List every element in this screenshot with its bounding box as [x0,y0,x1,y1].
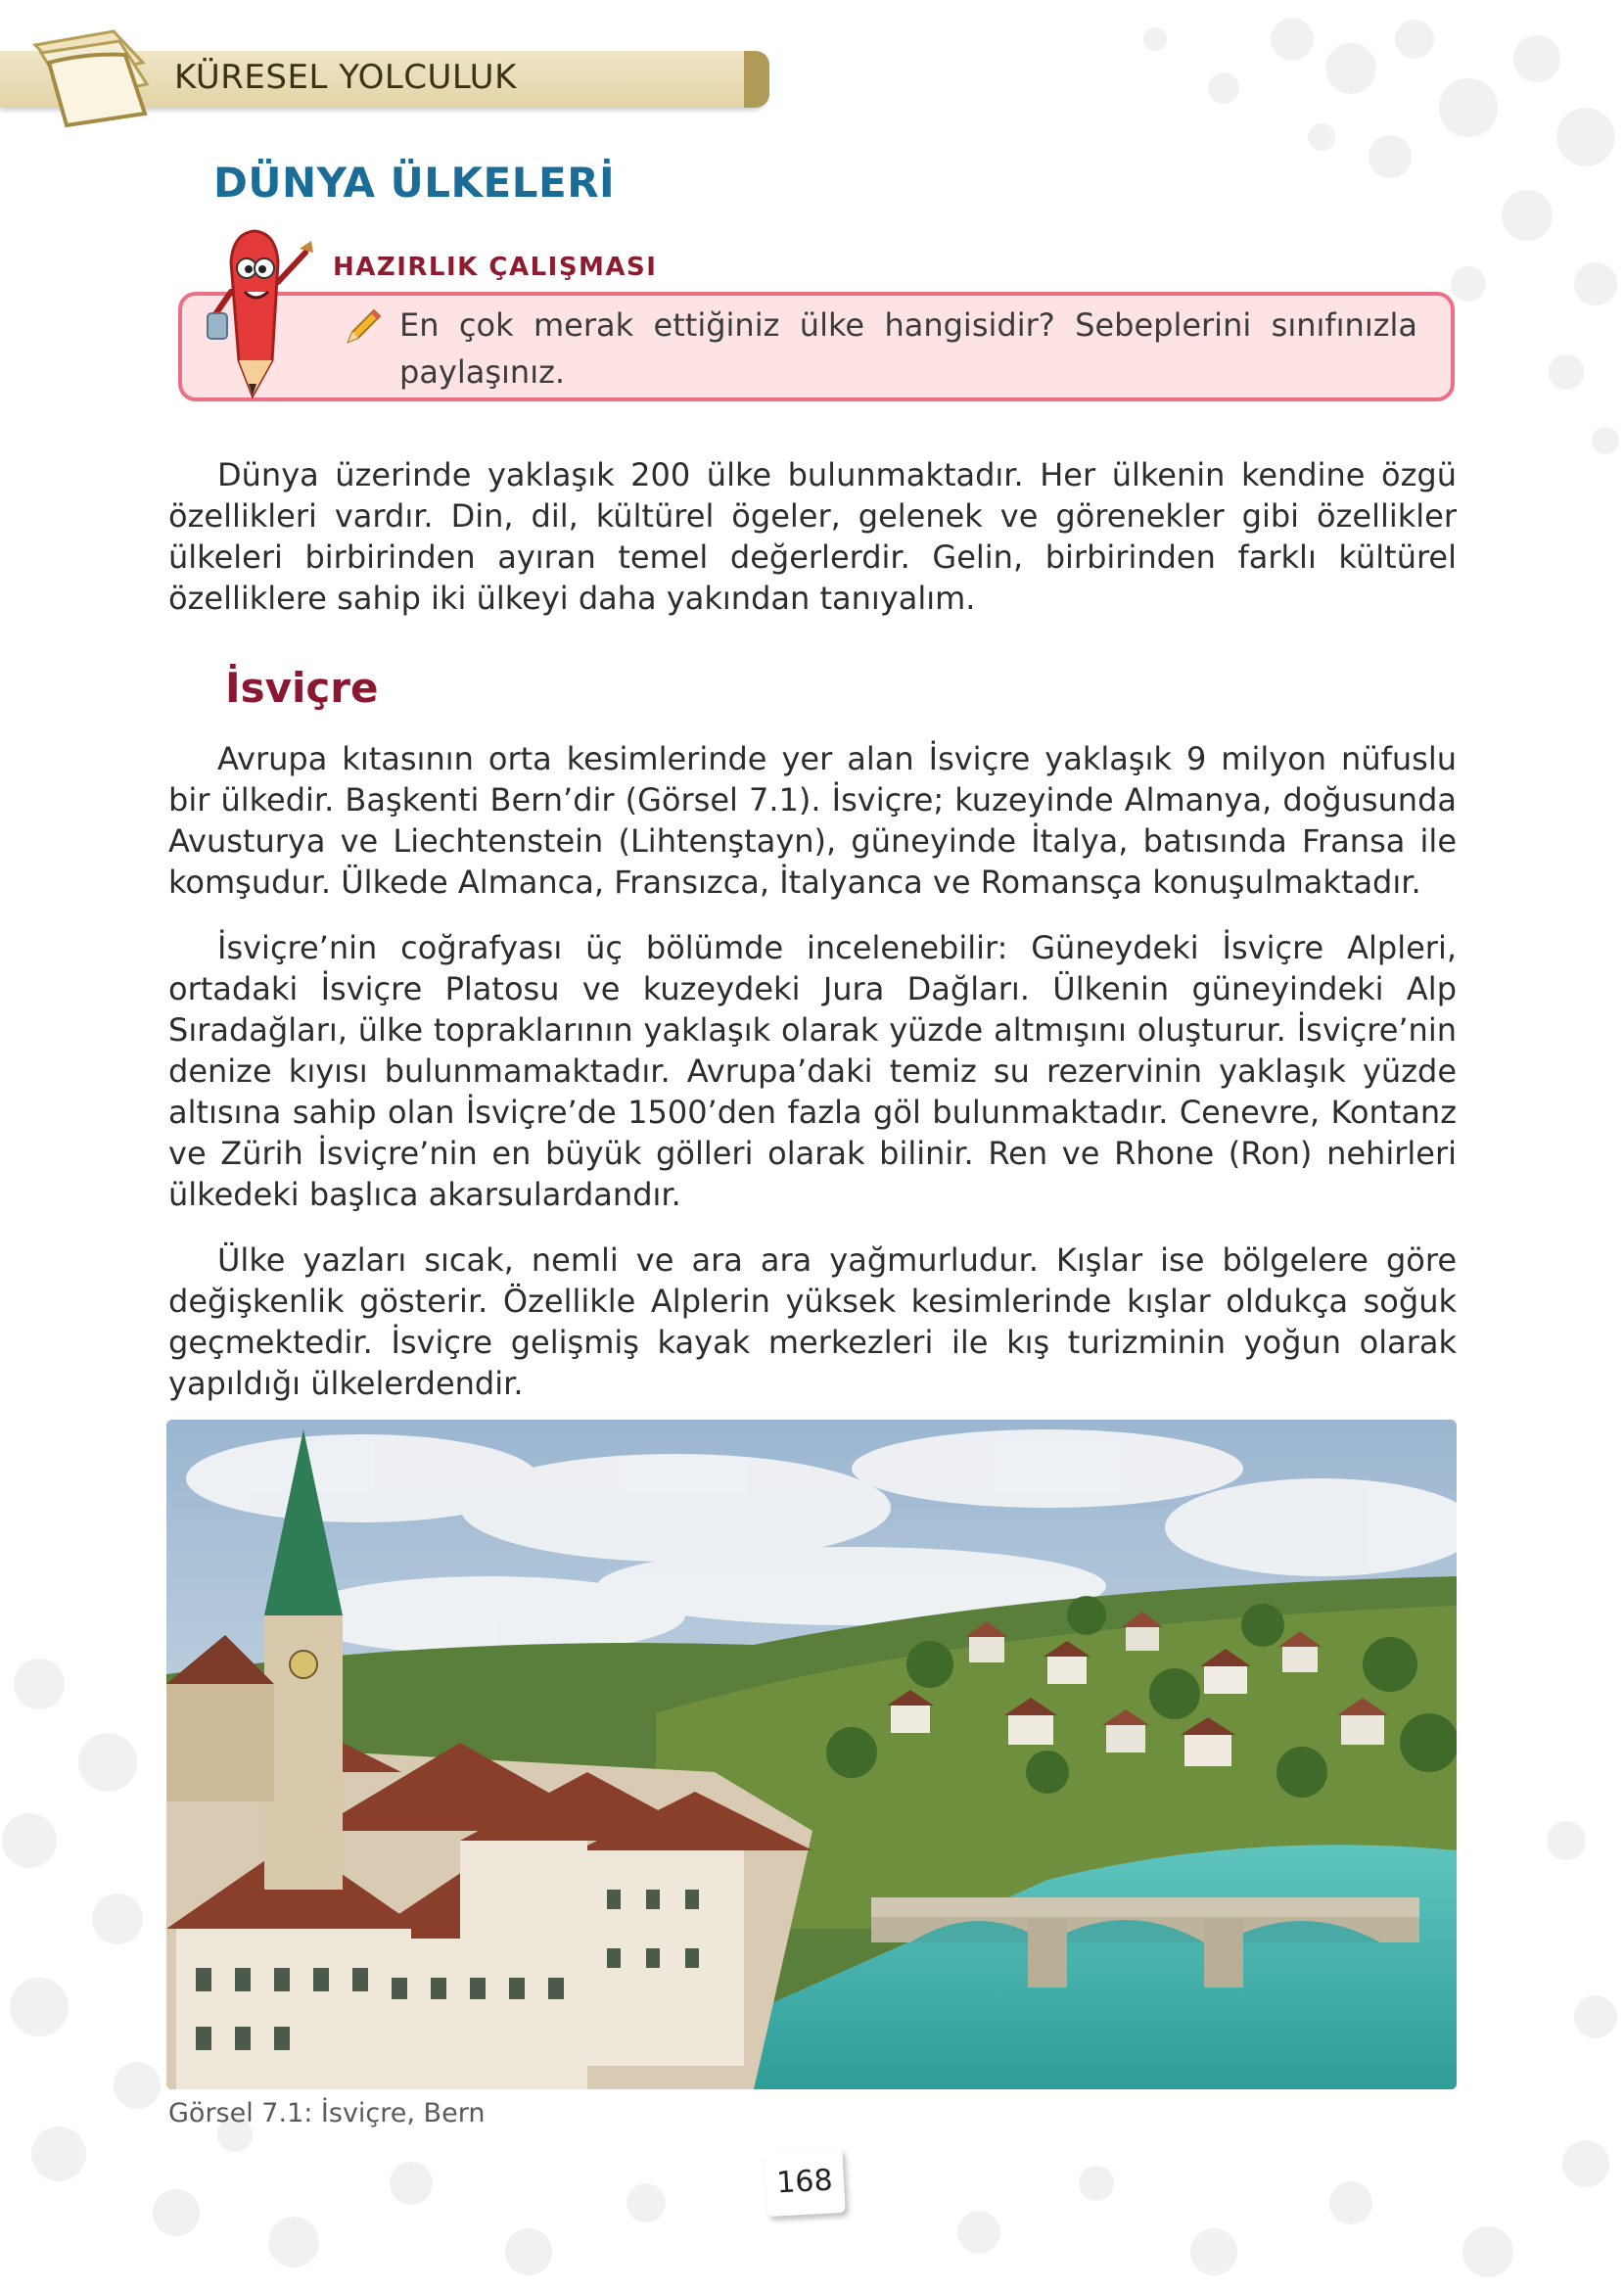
section-title: KÜRESEL YOLCULUK [174,58,517,97]
preparation-label: HAZIRLIK ÇALIŞMASI [333,253,658,282]
pencil-mascot-icon [204,223,321,399]
section-header-cap [744,51,769,108]
figure-caption: Görsel 7.1: İsviçre, Bern [168,2098,486,2128]
paragraph-location: Avrupa kıtasının orta kesimlerinde yer alan İsviçre yaklaşık 9 milyon nüfuslu bir ülkedir. Başkenti Bern’dir (Görsel 7.1). İsviçre; kuzeyinde Almanya, doğusunda Avusturya ve Liechtenstein (Lihtenştayn), güneyinde İtalya, batısında Fransa ile komşudur. Ülkede Almanca, Fransızca, İtalyanca ve Romansça konuşulmaktadır. [168,740,1457,901]
paragraph-climate: Ülke yazları sıcak, nemli ve ara ara yağmurludur. Kışlar ise bölgelere göre değişkenlik gösterir. Özellikle Alplerin yüksek kesimlerinde kışlar oldukça soğuk geçmektedir. İsviçre gelişmiş kayak merkezleri ile kış turizminin yoğun olarak yapıldığı ülkelerdendir. [168,1241,1457,1402]
subheading-switzerland: İsviçre [225,664,379,712]
paragraph-geography: İsviçre’nin coğrafyası üç bölümde incelenebilir: Güneydeki İsviçre Alpleri, ortadaki İsviçre Platosu ve kuzeydeki Jura Dağları. Ülkenin güneyindeki Alp Sıradağları, ülke topraklarının yaklaşık olarak yüzde altmışını oluşturur. İsviçre’nin denize kıyısı bulunmamaktadır. Avrupa’daki temiz su rezervinin yaklaşık yüzde altısına sahip olan İsviçre’de 1500’den fazla göl bulunmaktadır. Cenevre, Kontanz ve Zürih İsviçre’nin en büyük gölleri olarak bilinir. Ren ve Rhone (Ron) nehirleri ülkedeki başlıca akarsulardandır. [168,929,1457,1213]
pencil-icon [343,306,384,348]
book-pages-icon [27,23,155,131]
intro-paragraph: Dünya üzerinde yaklaşık 200 ülke bulunmaktadır. Her ülkenin kendine özgü özellikleri vardır. Din, dil, kültürel ögeler, gelenek ve görenekler gibi özellikler ülkeleri birbirinden ayıran temel değerlerdir. Gelin, birbirinden farklı kültürel özelliklere sahip iki ülkeyi daha yakından tanıyalım. [168,456,1457,617]
preparation-question: En çok merak ettiğiniz ülke hangisidir? Sebeplerini sınıfınızla paylaşınız. [399,306,1417,391]
page-number: 168 [764,2148,845,2217]
bern-city-photo [166,1420,1457,2089]
page-title: DÜNYA ÜLKELERİ [213,159,616,207]
